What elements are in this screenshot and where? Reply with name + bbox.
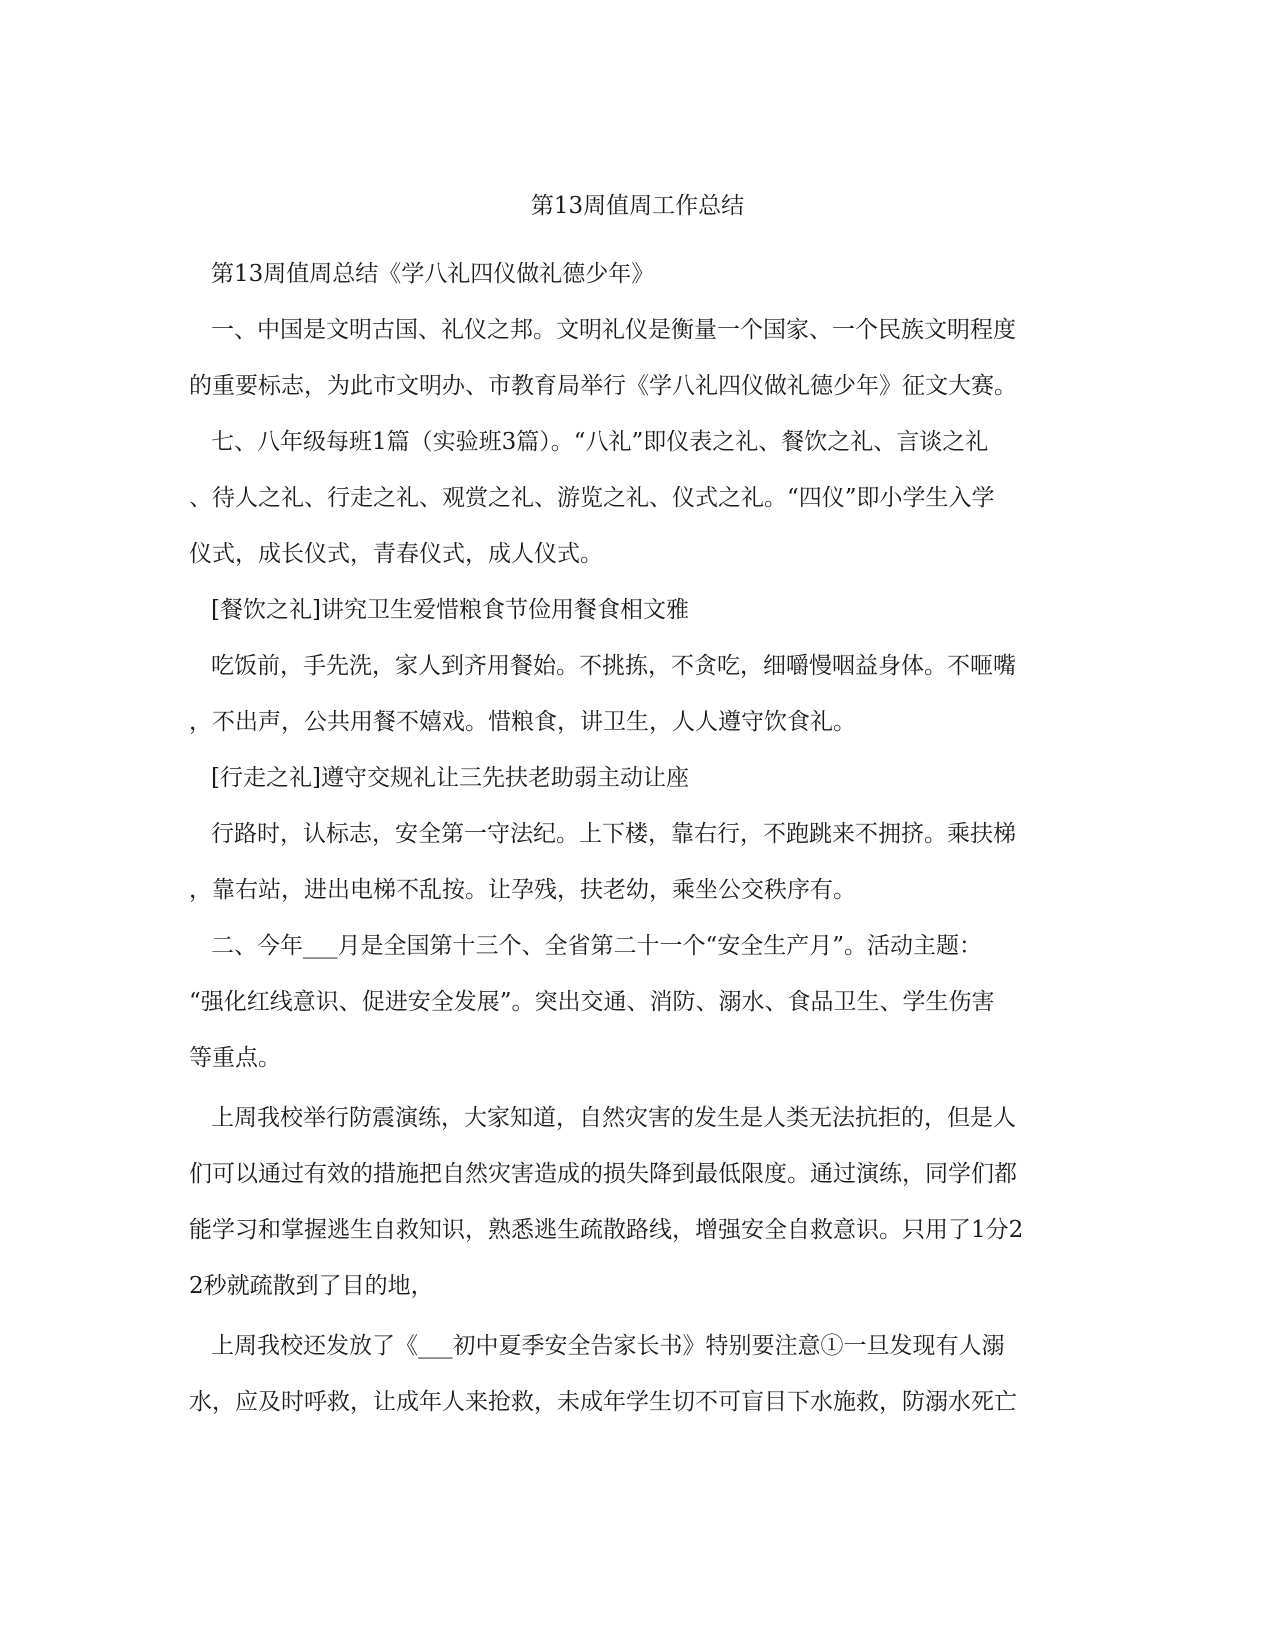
paragraph-line: 上周我校还发放了《___初中夏季安全告家长书》特别要注意①一旦发现有人溺 [211,1333,1005,1359]
paragraph-line: ，不出声，公共用餐不嬉戏。惜粮食，讲卫生，人人遵守饮食礼。 [189,709,856,735]
paragraph-line: 能学习和掌握逃生自救知识，熟悉逃生疏散路线，增强安全自救意识。只用了1分2 [189,1217,1024,1243]
paragraph-line: 们可以通过有效的措施把自然灾害造成的损失降到最低限度。通过演练，同学们都 [189,1161,1017,1187]
paragraph-line: ，靠右站，进出电梯不乱按。让孕残，扶老幼，乘坐公交秩序有。 [189,877,856,903]
paragraph-line: [行走之礼]遵守交规礼让三先扶老助弱主动让座 [211,765,689,791]
paragraph-line: 仪式，成长仪式，青春仪式，成人仪式。 [189,541,603,567]
document-title: 第13周值周工作总结 [530,193,745,219]
paragraph-line: 水，应及时呼救，让成年人来抢救，未成年学生切不可盲目下水施救，防溺水死亡 [189,1389,1017,1415]
paragraph-line: 第13周值周总结《学八礼四仪做礼德少年》 [211,261,655,287]
paragraph-line: 等重点。 [189,1045,281,1071]
paragraph-line: 吃饭前，手先洗，家人到齐用餐始。不挑拣，不贪吃，细嚼慢咽益身体。不咂嘴 [211,653,1016,679]
paragraph-line: 一、中国是文明古国、礼仪之邦。文明礼仪是衡量一个国家、一个民族文明程度 [211,317,1016,343]
paragraph-line: 七、八年级每班1篇（实验班3篇）。“八礼”即仪表之礼、餐饮之礼、言谈之礼 [211,429,989,455]
paragraph-line: “强化红线意识、促进安全发展”。突出交通、消防、溺水、食品卫生、学生伤害 [189,989,995,1015]
paragraph-line: 上周我校举行防震演练，大家知道，自然灾害的发生是人类无法抗拒的，但是人 [211,1105,1016,1131]
paragraph-line: 2秒就疏散到了目的地， [189,1273,434,1299]
paragraph-line: [餐饮之礼]讲究卫生爱惜粮食节俭用餐食相文雅 [211,597,689,623]
paragraph-line: 二、今年___月是全国第十三个、全省第二十一个“安全生产月”。活动主题： [211,933,983,959]
paragraph-line: 的重要标志，为此市文明办、市教育局举行《学八礼四仪做礼德少年》征文大赛。 [189,373,1017,399]
paragraph-line: 行路时，认标志，安全第一守法纪。上下楼，靠右行，不跑跳来不拥挤。乘扶梯 [211,821,1016,847]
paragraph-line: 、待人之礼、行走之礼、观赏之礼、游览之礼、仪式之礼。“四仪”即小学生入学 [189,485,995,511]
